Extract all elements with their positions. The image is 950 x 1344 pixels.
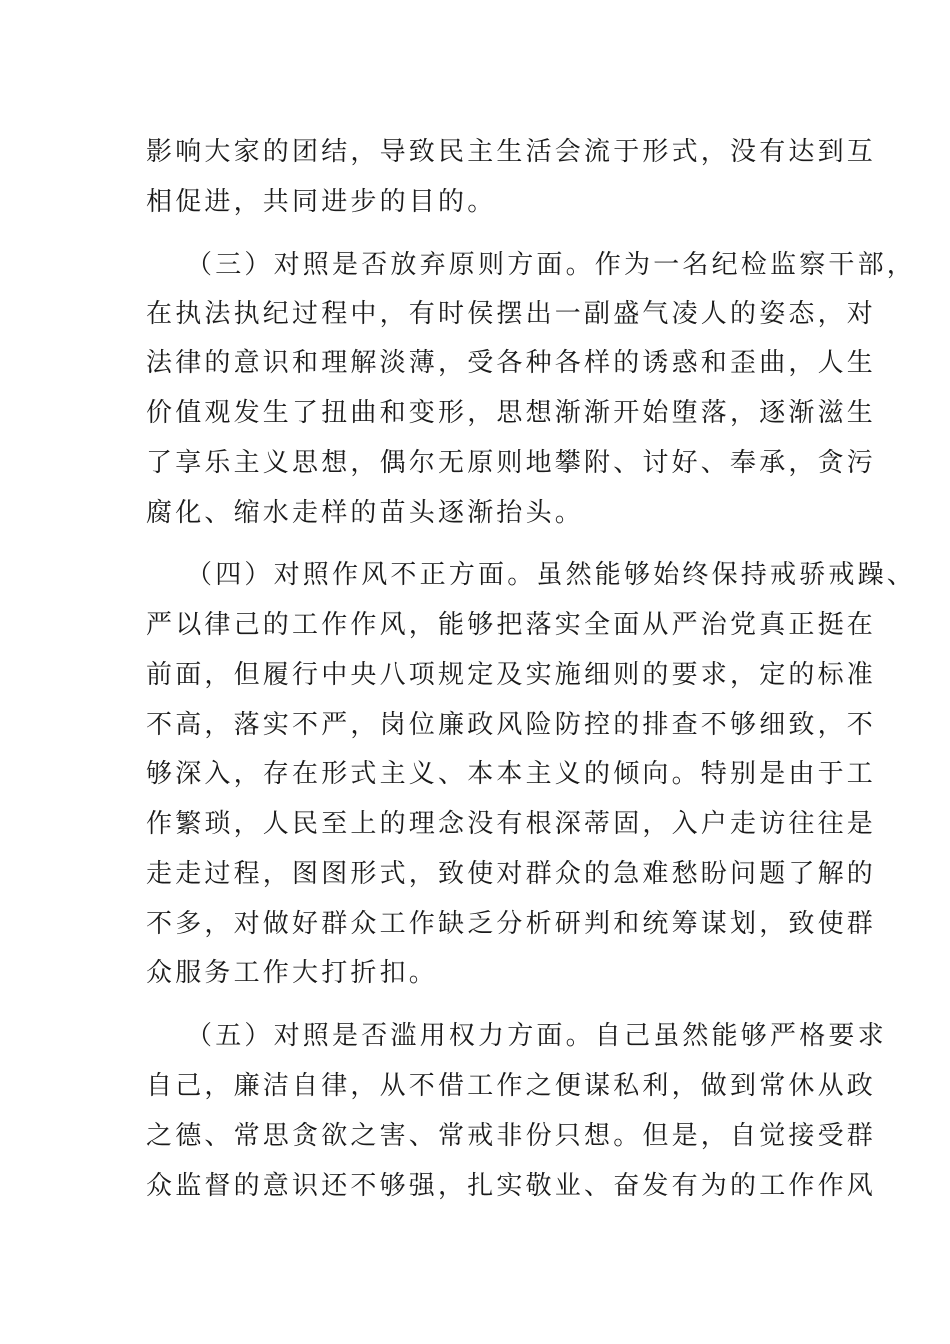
- text-line: 价值观发生了扭曲和变形，思想渐渐开始堕落，逐渐滋生: [146, 398, 877, 428]
- text-line: 众服务工作大打折扣。: [146, 958, 439, 988]
- paragraph-heading-4: （四）对照作风不正方面。虽然能够始终保持戒骄戒躁、: [186, 560, 917, 590]
- text-line: 作繁琐，人民至上的理念没有根深蒂固，入户走访往往是: [146, 809, 877, 839]
- text-line: 不多，对做好群众工作缺乏分析研判和统筹谋划，致使群: [146, 909, 877, 939]
- text-line: 腐化、缩水走样的苗头逐渐抬头。: [146, 498, 585, 528]
- text-line: 不高，落实不严，岗位廉政风险防控的排查不够细致，不: [146, 710, 877, 740]
- text-line: 之德、常思贪欲之害、常戒非份只想。但是，自觉接受群: [146, 1121, 877, 1151]
- text-line: 自己，廉洁自律，从不借工作之便谋私利，做到常休从政: [146, 1071, 877, 1101]
- paragraph-heading-3: （三）对照是否放弃原则方面。作为一名纪检监察干部，: [186, 250, 917, 280]
- text-line: 前面，但履行中央八项规定及实施细则的要求，定的标准: [146, 660, 877, 690]
- text-line: 法律的意识和理解淡薄，受各种各样的诱惑和歪曲，人生: [146, 348, 877, 378]
- text-line: 影响大家的团结，导致民主生活会流于形式，没有达到互: [146, 137, 877, 167]
- text-line: 众监督的意识还不够强，扎实敬业、奋发有为的工作作风: [146, 1171, 877, 1201]
- text-line: 在执法执纪过程中，有时侯摆出一副盛气凌人的姿态，对: [146, 299, 877, 329]
- text-line: 了享乐主义思想，偶尔无原则地攀附、讨好、奉承，贪污: [146, 448, 877, 478]
- text-line: 走走过程，图图形式，致使对群众的急难愁盼问题了解的: [146, 859, 877, 889]
- paragraph-heading-5: （五）对照是否滥用权力方面。自己虽然能够严格要求: [186, 1021, 887, 1051]
- text-line: 严以律己的工作作风，能够把落实全面从严治党真正挺在: [146, 610, 877, 640]
- text-line: 相促进，共同进步的目的。: [146, 187, 497, 217]
- text-line: 够深入，存在形式主义、本本主义的倾向。特别是由于工: [146, 759, 877, 789]
